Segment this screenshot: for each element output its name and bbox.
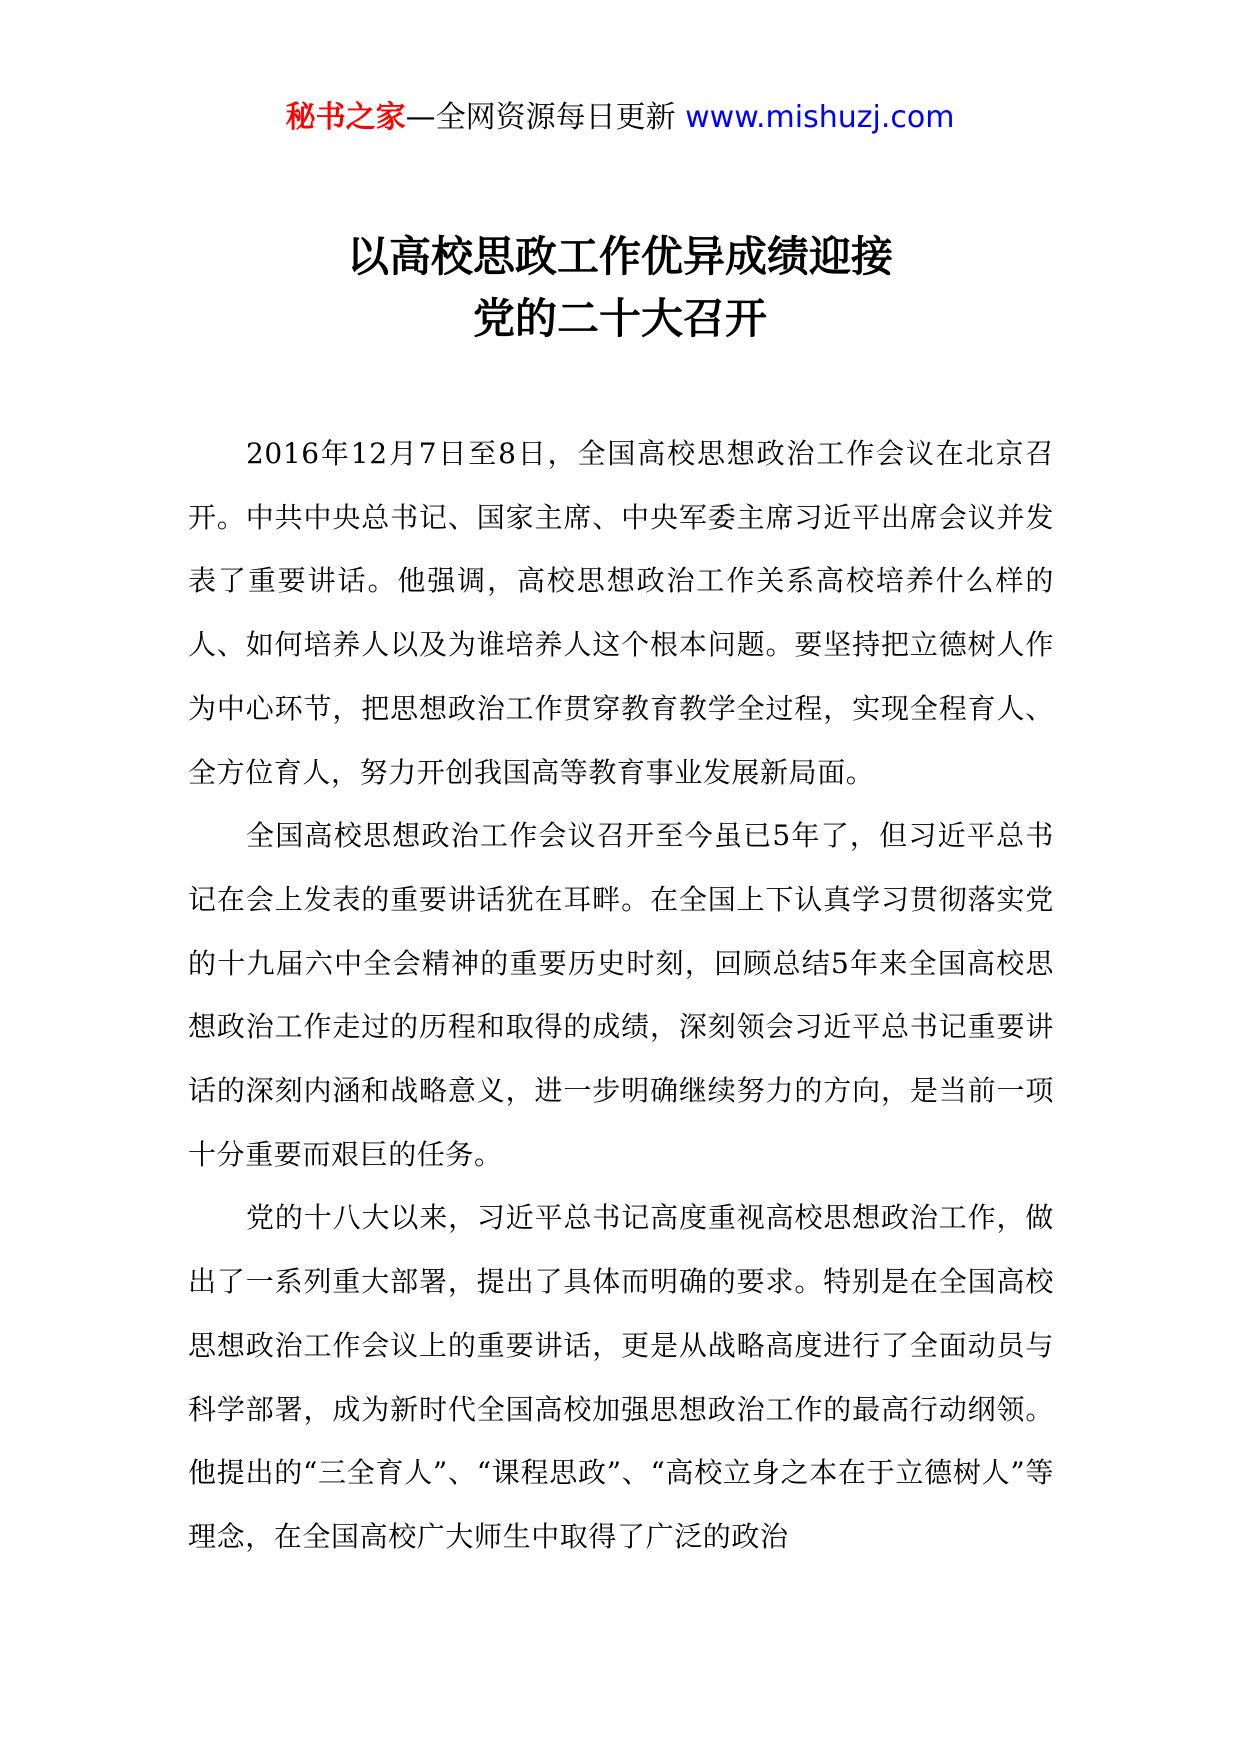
site-url-link[interactable]: www.mishuzj.com — [685, 100, 955, 135]
paragraph-2: 全国高校思想政治工作会议召开至今虽已5年了，但习近平总书记在会上发表的重要讲话犹在耳畔。在全国上下认真学习贯彻落实党的十九届六中全会精神的重要历史时刻，回顾总结5年来全国高校思想政治工作走过的历程和取得的成绩，深刻领会习近平总书记重要讲话的深刻内涵和战略意义，进一步明确继续努力的方向，是当前一项十分重要而艰巨的任务。 — [188, 819, 1054, 1171]
document-body — [188, 422, 1054, 1569]
header-tagline: —全网资源每日更新 — [405, 100, 686, 135]
title-line-1: 以高校思政工作优异成绩迎接 — [346, 232, 893, 281]
document-title — [0, 226, 1240, 350]
paragraph-1: 2016年12月7日至8日，全国高校思想政治工作会议在北京召开。中共中央总书记、国家主席、中央军委主席习近平出席会议并发表了重要讲话。他强调，高校思想政治工作关系高校培养什么样的人、如何培养人以及为谁培养人这个根本问题。要坚持把立德树人作为中心环节，把思想政治工作贯穿教育教学全过程，实现全程育人、全方位育人，努力开创我国高等教育事业发展新局面。 — [188, 437, 1054, 789]
title-line-2: 党的二十大召开 — [472, 294, 767, 343]
brand-name: 秘书之家 — [285, 100, 406, 135]
site-header — [0, 98, 1240, 138]
paragraph-3: 党的十八大以来，习近平总书记高度重视高校思想政治工作，做出了一系列重大部署，提出了具体而明确的要求。特别是在全国高校思想政治工作会议上的重要讲话，更是从战略高度进行了全面动员与科学部署，成为新时代全国高校加强思想政治工作的最高行动纲领。他提出的“三全育人”、“课程思政”、“高校立身之本在于立德树人”等理念，在全国高校广大师生中取得了广泛的政治 — [188, 1201, 1054, 1553]
